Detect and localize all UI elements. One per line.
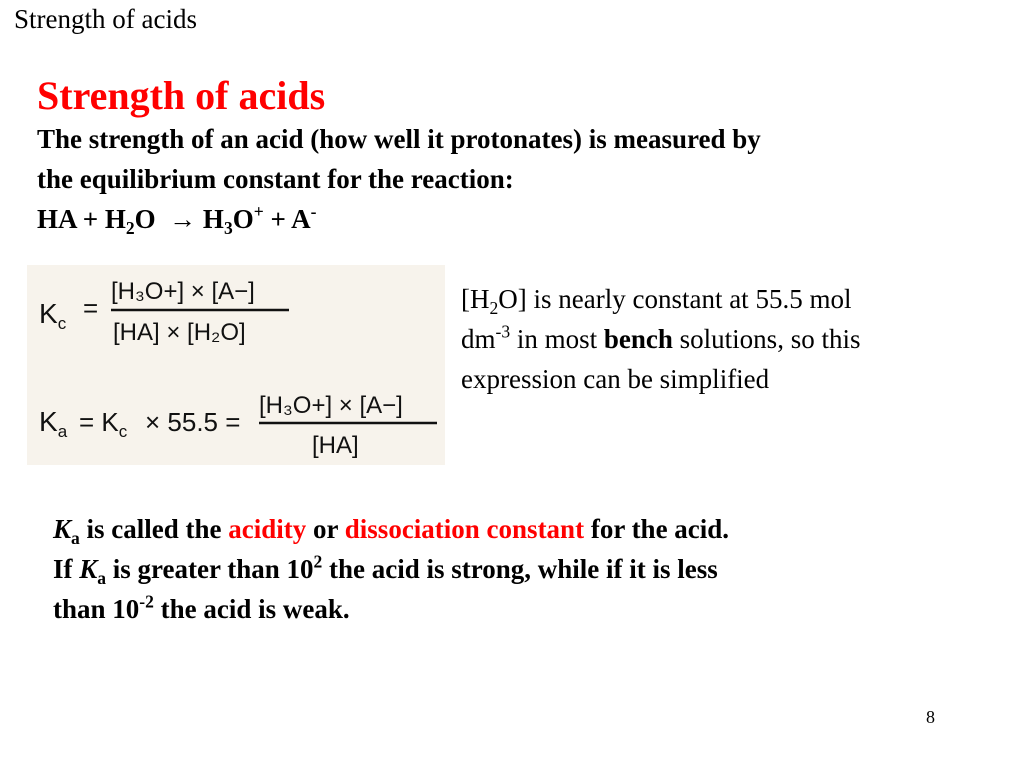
note-subscript: 2 bbox=[489, 298, 499, 319]
kc-numerator: [H₃O+] × [A−] bbox=[111, 278, 255, 305]
ka-line-1 bbox=[53, 514, 730, 549]
equilibrium-formula-image bbox=[27, 265, 445, 465]
dissociation-constant-term: dissociation constant bbox=[344, 514, 585, 544]
ka-text: than 10 bbox=[53, 594, 140, 624]
ka-kc-term: = $K_c$ bbox=[79, 407, 128, 441]
eq-subscript: 3 bbox=[223, 218, 233, 239]
ka-superscript: -2 bbox=[139, 591, 154, 612]
note-text: in most bbox=[510, 324, 604, 354]
eq-part: HA + H bbox=[37, 204, 126, 234]
ka-subscript: a bbox=[97, 568, 107, 589]
kc-symbol: $K_c$ bbox=[39, 298, 67, 333]
slide-title: Strength of acids bbox=[37, 73, 326, 118]
eq-part: O → H bbox=[134, 204, 224, 234]
note-line-3: expression can be simplified bbox=[461, 364, 770, 394]
ka-symbol-italic: K bbox=[79, 554, 98, 584]
ka-numerator: [H₃O+] × [A−] bbox=[259, 392, 403, 419]
kc-equals: = bbox=[83, 293, 99, 323]
note-bold-word: bench bbox=[603, 324, 673, 354]
ka-symbol: $K_a$ bbox=[39, 406, 68, 441]
ka-line-3 bbox=[53, 591, 350, 625]
note-line-2 bbox=[461, 321, 861, 355]
acidity-term: acidity bbox=[228, 514, 307, 544]
eq-superscript: + bbox=[253, 201, 264, 222]
ka-text: is greater than 10 bbox=[106, 554, 314, 584]
intro-line-2: the equilibrium constant for the reaction: bbox=[37, 164, 514, 194]
ka-text: the acid is strong, while if it is less bbox=[322, 554, 718, 584]
header-title: Strength of acids bbox=[14, 4, 197, 34]
note-text: dm bbox=[461, 324, 496, 354]
ka-subscript: a bbox=[71, 528, 80, 549]
note-line-1 bbox=[461, 284, 852, 319]
ka-text: the acid is weak. bbox=[153, 594, 350, 624]
ka-line-2 bbox=[53, 551, 718, 589]
ka-symbol-italic: K bbox=[53, 514, 72, 544]
eq-subscript: 2 bbox=[125, 218, 135, 239]
ka-superscript: 2 bbox=[313, 551, 323, 572]
intro-line-1: The strength of an acid (how well it protonates) is measured by bbox=[37, 124, 761, 154]
note-superscript: -3 bbox=[495, 321, 511, 342]
ka-text: If bbox=[53, 554, 80, 584]
note-text: [H bbox=[461, 284, 490, 314]
ka-text: for the acid. bbox=[584, 514, 730, 544]
ka-text: is called the bbox=[79, 514, 229, 544]
eq-part: O bbox=[232, 204, 254, 234]
ka-denominator: [HA] bbox=[312, 432, 359, 459]
eq-part: + A bbox=[263, 204, 311, 234]
note-text: solutions, so this bbox=[672, 324, 861, 354]
page-number: 8 bbox=[926, 707, 935, 727]
ka-factor: × 55.5 = bbox=[145, 407, 241, 437]
kc-denominator: [HA] × [H₂O] bbox=[113, 319, 246, 346]
reaction-equation bbox=[37, 201, 317, 239]
eq-superscript: - bbox=[310, 201, 317, 222]
note-text: O] is nearly constant at 55.5 mol bbox=[498, 284, 852, 314]
ka-text: or bbox=[306, 514, 345, 544]
